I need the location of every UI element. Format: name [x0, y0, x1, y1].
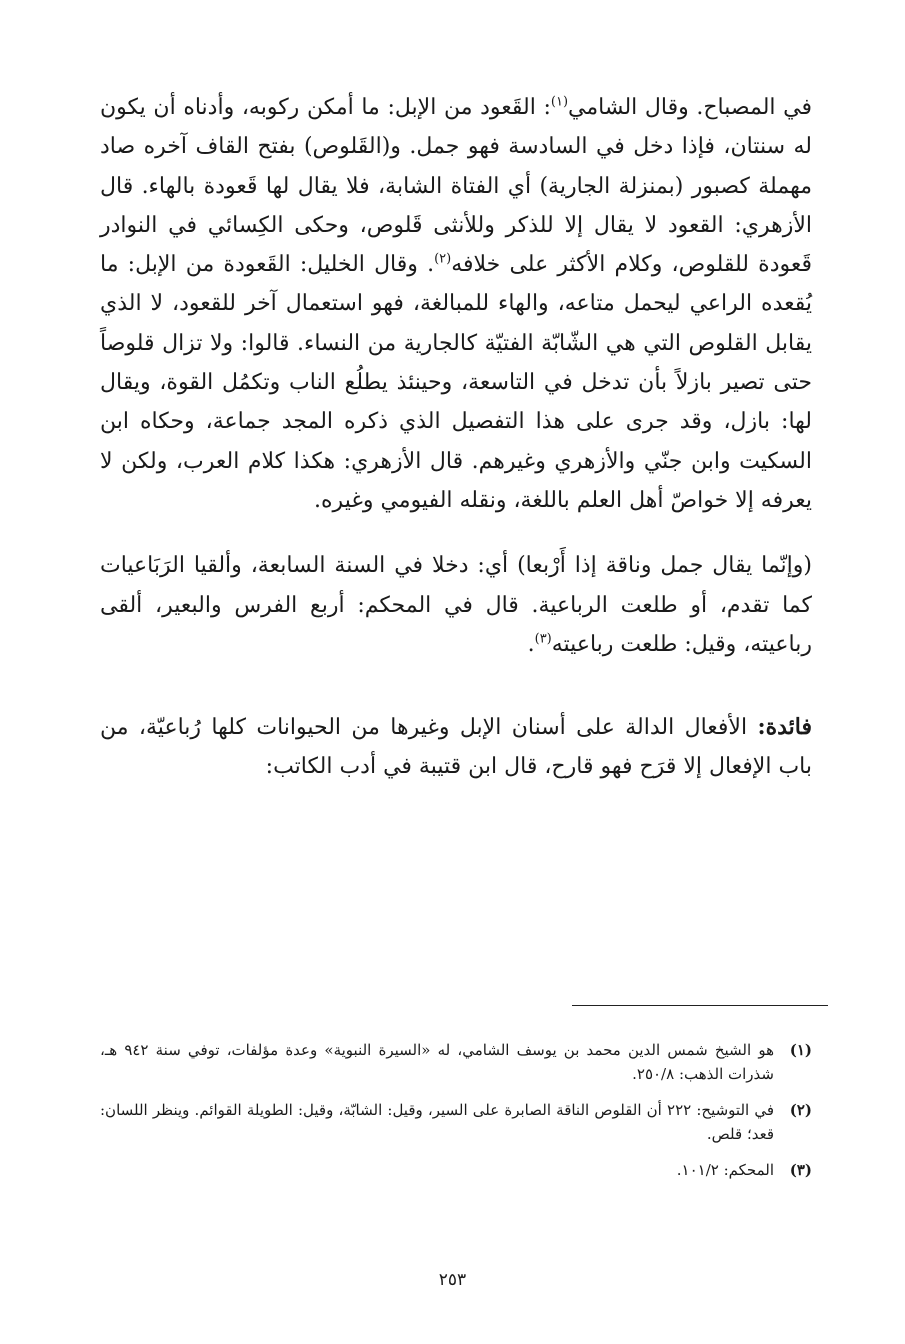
footnote-1-number: (١) — [789, 1041, 812, 1059]
paragraph-3-lead: فائدة: — [757, 714, 812, 741]
footnote-ref-3: (٣) — [534, 631, 552, 647]
footnote-ref-1: (١) — [550, 94, 569, 110]
footnotes — [100, 1038, 812, 1194]
paragraph-2-text-end: . — [527, 631, 535, 657]
footnote-divider — [572, 1005, 828, 1006]
main-text — [100, 88, 812, 787]
paragraph-1-text-cont: : القَعود من الإبل: ما أمكن ركوبه، وأدناه أن يكون له سنتان، فإذا دخل في السادسة فهو جمل. و(القَلوص) بفتح القاف آخره صاد مهملة كصبور (بمنزلة الجارية) أي الفتاة الشابة، فلا يقال لها قَعودة بالهاء. قال الأزهري: القعود لا يقال إلا للذكر وللأنثى قَلوص، وحكى الكِسائي في النوادر قَعودة للقلوص، وكلام الأكثر على خلافه — [100, 95, 812, 278]
paragraph-2-text: (وإنّما يقال جمل وناقة إذا أَرْبعا) أي: دخلا في السنة السابعة، وألقيا الرَبَاعيات كما تقدم، أو طلعت الرباعية. قال في المحكم: أربع الفرس والبعير، ألقى رباعيته، وقيل: طلعت رباعيته — [100, 553, 812, 657]
paragraph-2 — [100, 546, 812, 664]
footnote-3 — [100, 1158, 812, 1182]
footnote-1 — [100, 1038, 812, 1086]
paragraph-1-text: في المصباح. وقال الشامي — [568, 95, 812, 120]
page-number: ٢٥٣ — [438, 1270, 467, 1290]
footnote-ref-2: (٢) — [434, 251, 452, 267]
footnote-2-text: في التوشيح: ٢٢٢ أن القلوص الناقة الصابرة على السير، وقيل: الشابّة، وقيل: الطويلة القوائم. وينظر اللسان: قعد؛ قلص. — [100, 1101, 775, 1143]
paragraph-3 — [100, 708, 812, 787]
paragraph-1 — [100, 88, 812, 520]
footnote-3-number: (٣) — [789, 1161, 812, 1179]
footnote-2 — [100, 1098, 812, 1146]
paragraph-1-text-end: . وقال الخليل: القَعودة من الإبل: ما يُقعده الراعي ليحمل متاعه، والهاء للمبالغة، فهو استعمال آخر للقعود، لا الذي يقابل القلوص التي هي الشّابّة الفتيّة كالجارية من النساء. قالوا: ولا تزال قلوصاً حتى تصير بازلاً بأن تدخل في التاسعة، وحينئذ يطلُع الناب وتكمُل القوة، ويقال لها: بازل، وقد جرى على هذا التفصيل الذي ذكره المجد جماعة، وحكاه ابن السكيت وابن جنّي والأزهري وغيرهم. قال الأزهري: هكذا كلام العرب، ولكن لا يعرفه إلا خواصّ أهل العلم باللغة، ونقله الفيومي وغيره. — [100, 252, 812, 513]
footnote-3-text: المحكم: ١٠١/٢. — [676, 1161, 774, 1179]
footnote-1-text: هو الشيخ شمس الدين محمد بن يوسف الشامي، له «السيرة النبوية» وعدة مؤلفات، توفي سنة ٩٤٢ هـ، شذرات الذهب: ٢٥٠/٨. — [100, 1041, 774, 1083]
footnote-2-number: (٢) — [789, 1101, 812, 1119]
paragraph-3-text: الأفعال الدالة على أسنان الإبل وغيرها من الحيوانات كلها رُباعيّة، من باب الإفعال إلا قرَح فهو قارح، قال ابن قتيبة في أدب الكاتب: — [100, 715, 812, 780]
